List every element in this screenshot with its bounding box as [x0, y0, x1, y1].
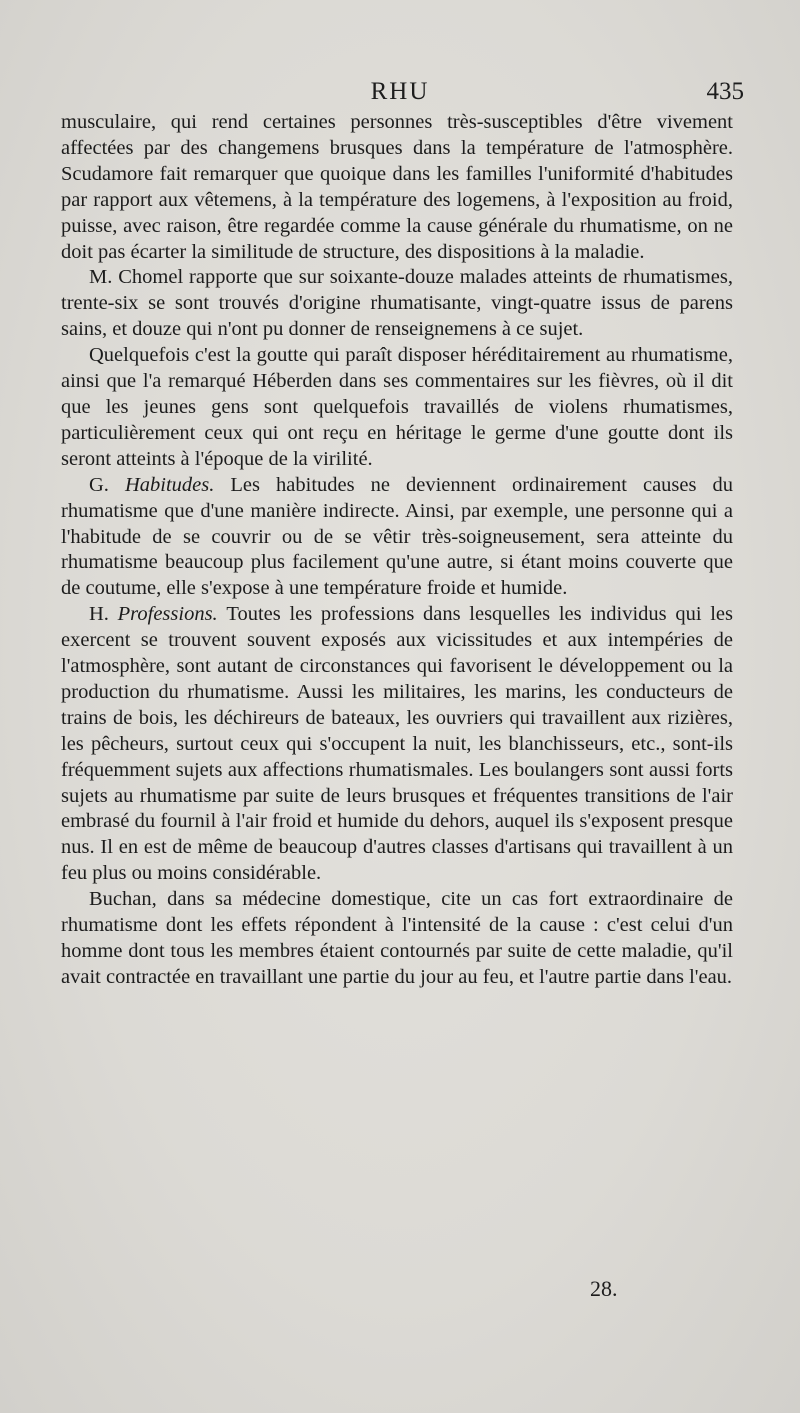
paragraph-buchan — [61, 887, 733, 991]
paragraph-continued — [61, 110, 733, 265]
paragraph-text: musculaire, qui rend certaines personnes très-susceptibles d'être vivement affectées par des changemens brusques dans la température de l'atmosphère. Scudamore fait remarquer que quoique dans les familles l'uniformité d'habitudes par rapport aux vêtemens, à la température des logemens, à l'exposition au froid, puisse, avec raison, être regardée comme la cause générale du rhumatisme, on ne doit pas écarter la similitude de structure, des dispositions à la maladie. — [61, 111, 733, 263]
running-head: RHU — [370, 78, 430, 105]
paragraph-text: M. Chomel rapporte que sur soixante-douze malades atteints de rhumatismes, trente-six se sont trouvés d'origine rhumatisante, vingt-quatre issus de parens sains, et douze qui n'ont pu donner de renseignemens à ce sujet. — [61, 266, 733, 341]
paragraph-chomel — [61, 265, 733, 343]
signature-mark: 28. — [590, 1276, 618, 1301]
paragraph-text: Buchan, dans sa médecine domestique, cite un cas fort extraordinaire de rhumatisme dont les effets répondent à l'intensité de la cause : c'est celui d'un homme dont tous les membres étaient contournés par suite de cette maladie, qu'il avait contractée en travaillant une partie du jour au feu, et l'autre partie dans l'eau. — [61, 888, 733, 988]
paragraph-text: Les habitudes ne deviennent ordinairement causes du rhumatisme que d'une manière indirecte. Ainsi, par exemple, une personne qui a l'habitude de se couvrir ou de se vêtir très-soigneusement, sera atteinte du rhumatisme beaucoup plus facilement qu'une autre, si étant moins couverte que de coutume, elle s'expose à une température froide et humide. — [61, 473, 734, 600]
paragraph-text: Toutes les professions dans lesquelles les individus qui les exercent se trouvent souvent exposés aux vicissitudes et aux intempéries de l'atmosphère, sont autant de circonstances qui favorisent le développement ou la production du rhumatisme. Aussi les militaires, les marins, les conducteurs de trains de bois, les déchireurs de bateaux, les ouvriers qui travaillent aux rizières, les pêcheurs, surtout ceux qui s'occupent la nuit, les blanchisseurs, etc., sont-ils fréquemment sujets aux affections rhumatismales. Les boulangers sont aussi forts sujets au rhumatisme par suite de leurs brusques et fréquentes transitions de l'air embrasé du fournil à l'air froid et humide du dehors, auquel ils s'exposent presque nus. Il en est de même de beaucoup d'autres classes d'artisans qui travaillent à un feu plus ou moins considérable. — [61, 603, 733, 885]
section-heading: Professions. — [117, 603, 227, 626]
page-number: 435 — [706, 78, 744, 105]
paragraph-professions — [61, 602, 733, 887]
paragraph-text: Quelquefois c'est la goutte qui paraît disposer héréditairement au rhumatisme, ainsi que l'a remarqué Héberden dans ses commentaires sur les fièvres, où il dit que les jeunes gens sont quelquefois travaillés de violens rhumatismes, particulièrement ceux qui ont reçu en héritage le germe d'une goutte dont ils seront atteints à l'époque de la virilité. — [61, 344, 733, 470]
paragraph-habitudes — [61, 473, 733, 603]
section-heading: Habitudes. — [124, 473, 231, 496]
paragraph-goutte — [61, 343, 733, 473]
body-text — [61, 110, 733, 991]
section-label: G. — [89, 473, 125, 496]
section-label: H. — [89, 603, 118, 626]
